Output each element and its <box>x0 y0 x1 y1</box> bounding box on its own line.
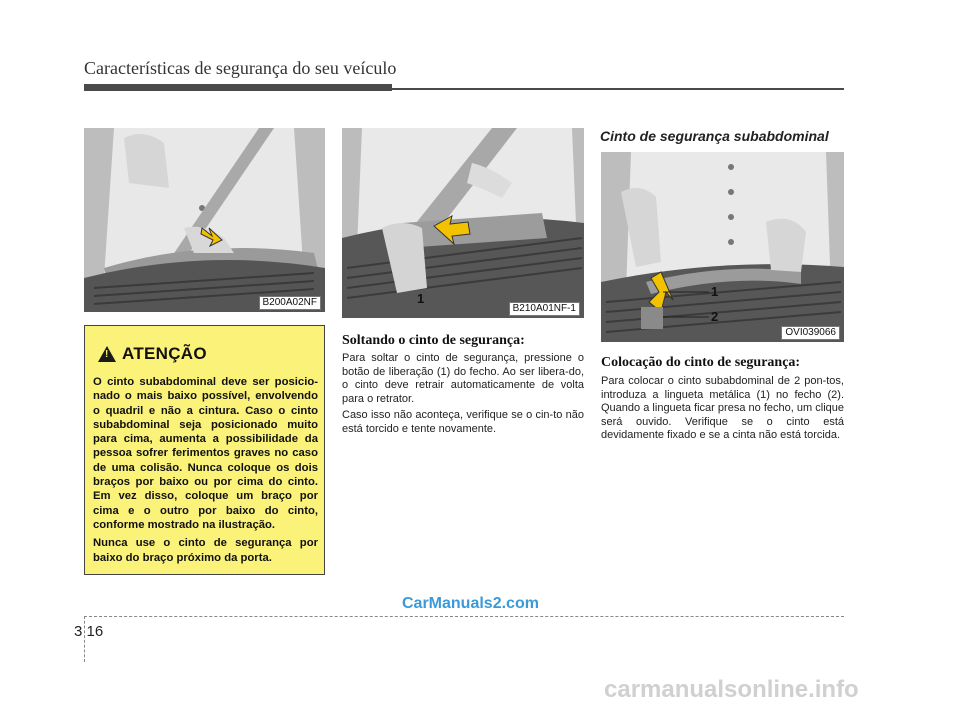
lap-belt-heading: Colocação do cinto de segurança: <box>601 355 801 370</box>
watermark-link[interactable]: CarManuals2.com <box>402 595 539 612</box>
release-paragraph: Para soltar o cinto de segurança, pressione o botão de liberação (1) do fecho. Ao ser libera-do, o cinto deve retrair automaticamente de volta para o retrator. <box>342 352 584 405</box>
illustration-lap-belt-drawing <box>601 152 844 342</box>
header-rule <box>392 88 844 90</box>
warning-triangle-icon <box>98 346 116 362</box>
warning-text <box>93 375 318 569</box>
lap-belt-text <box>601 375 844 446</box>
warning-header <box>98 344 207 364</box>
illustration-belt-fastening-drawing <box>84 128 325 312</box>
illustration-belt-release-drawing <box>342 128 584 318</box>
warning-paragraph: Nunca use o cinto de segurança por baixo do braço próximo da porta. <box>93 537 318 564</box>
callout-number: 1 <box>711 284 719 299</box>
image-code-label: B210A01NF-1 <box>509 302 580 316</box>
warning-box <box>84 325 325 575</box>
callout-number: 2 <box>711 309 719 324</box>
warning-title: ATENÇÃO <box>122 344 207 363</box>
callout-number: 1 <box>417 291 425 306</box>
header-bar <box>84 84 392 91</box>
warning-paragraph: O cinto subabdominal deve ser posicio-nado o mais baixo possível, envolvendo o quadril e não a cintura. Caso o cinto subabdominal seja posicionado muito para cima, aumenta a possibilidade da pessoa sofrer ferimentos graves no caso de uma colisão. Nunca coloque os dois braços por baixo ou por cima do cinto. Em vez disso, coloque um braço por cima e o outro por baixo do cinto, conforme mostrado na ilustração. <box>93 376 318 531</box>
lap-belt-paragraph: Para colocar o cinto subabdominal de 2 pon-tos, introduza a lingueta metálica (1) no fecho (2). Quando a lingueta ficar presa no fecho, um clique será ouvido. Verifique se o cinto está devidamente fixado e se a cinta não está torcida. <box>601 375 844 442</box>
image-code-label: B200A02NF <box>259 296 321 310</box>
release-heading: Soltando o cinto de segurança: <box>342 333 525 348</box>
image-code-label: OVI039066 <box>781 326 840 340</box>
release-paragraph: Caso isso não aconteça, verifique se o cin-to não está torcido e tente novamente. <box>342 409 584 435</box>
warning-symbol: ! <box>105 349 109 360</box>
illustration-lap-belt <box>601 152 844 342</box>
page-number: 3 16 <box>74 623 104 640</box>
release-text <box>342 352 584 440</box>
footer-rule <box>84 616 844 617</box>
illustration-belt-release <box>342 128 584 318</box>
illustration-belt-fastening <box>84 128 325 312</box>
page-header-title: Características de segurança do seu veículo <box>84 58 397 78</box>
watermark-bottom: carmanualsonline.info <box>604 676 859 703</box>
lap-belt-section-title: Cinto de segurança subabdominal <box>600 128 829 144</box>
